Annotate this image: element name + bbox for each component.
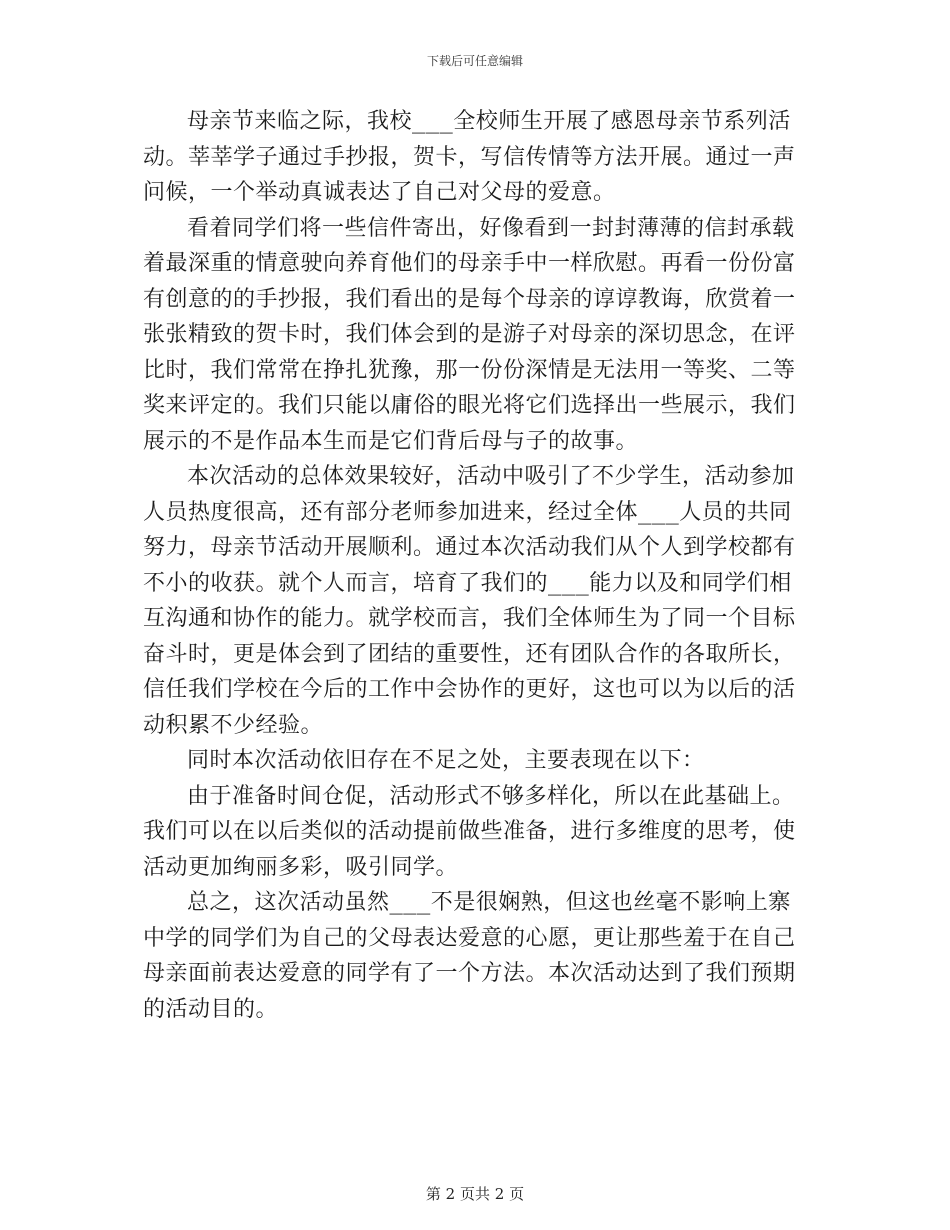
document-body bbox=[143, 104, 803, 1027]
paragraph-5: 由于准备时间仓促，活动形式不够多样化，所以在此基础上。我们可以在以后类似的活动提前做些准备，进行多维度的思考，使活动更加绚丽多彩，吸引同学。 bbox=[143, 783, 796, 880]
page-footer: 第 2 页共 2 页 bbox=[425, 1185, 525, 1203]
paragraph-2: 看着同学们将一些信件寄出，好像看到一封封薄薄的信封承载着最深重的情意驶向养育他们的母亲手中一样欣慰。再看一份份富有创意的的手抄报，我们看出的是每个母亲的谆谆教诲，欣赏着一张张精致的贺卡时，我们体会到的是游子对母亲的深切思念，在评比时，我们常常在挣扎犹豫，那一份份深情是无法用一等奖、二等奖来评定的。我们只能以庸俗的眼光将它们选择出一些展示，我们展示的不是作品本生而是它们背后母与子的故事。 bbox=[143, 215, 796, 454]
paragraph-4: 同时本次活动依旧存在不足之处，主要表现在以下： bbox=[187, 748, 705, 773]
paragraph-6: 总之，这次活动虽然___不是很娴熟，但这也丝毫不影响上寨中学的同学们为自己的父母表达爱意的心愿，更让那些羞于在自己母亲面前表达爱意的同学有了一个方法。本次活动达到了我们预期的活动目的。 bbox=[143, 890, 796, 1022]
page-header: 下载后可任意编辑 bbox=[426, 54, 523, 68]
paragraph-1: 母亲节来临之际，我校___全校师生开展了感恩母亲节系列活动。莘莘学子通过手抄报，贺卡，写信传情等方法开展。通过一声问候，一个举动真诚表达了自己对父母的爱意。 bbox=[143, 109, 796, 205]
paragraph-3: 本次活动的总体效果较好，活动中吸引了不少学生，活动参加人员热度很高，还有部分老师参加进来，经过全体___人员的共同努力，母亲节活动开展顺利。通过本次活动我们从个人到学校都有不小的收获。就个人而言，培育了我们的___能力以及和同学们相互沟通和协作的能力。就学校而言，我们全体师生为了同一个目标奋斗时，更是体会到了团结的重要性，还有团队合作的各取所长，信任我们学校在今后的工作中会协作的更好，这也可以为以后的活动积累不少经验。 bbox=[143, 464, 796, 738]
